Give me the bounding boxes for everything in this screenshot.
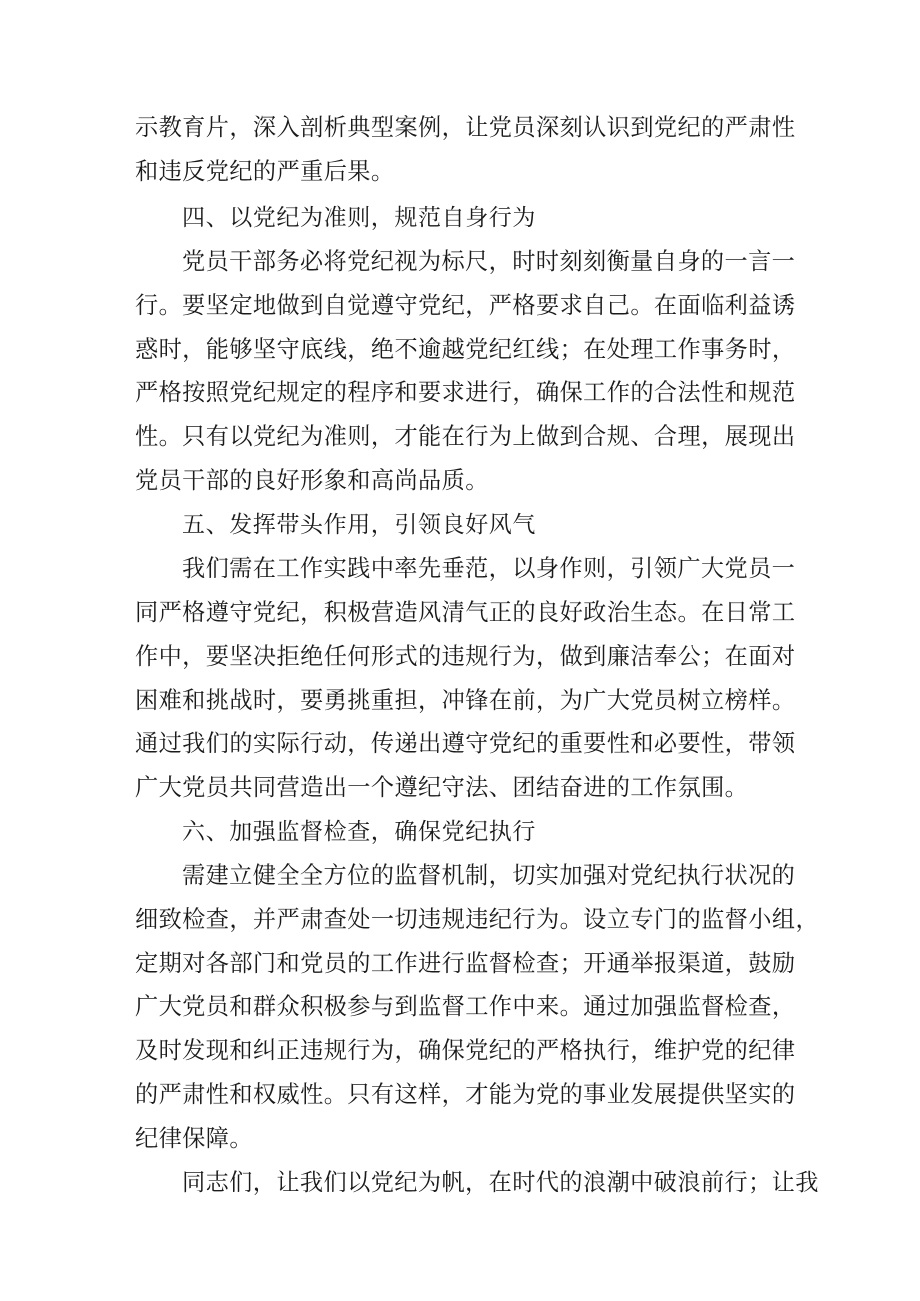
paragraph-line: 我们需在工作实践中率先垂范，以身作则，引领广大党员一 [182, 555, 796, 582]
section-heading-5: 五、发挥带头作用，引领良好风气 [182, 512, 536, 538]
paragraph-line: 广大党员共同营造出一个遵纪守法、团结奋进的工作氛围。 [135, 774, 749, 801]
paragraph-line: 示教育片，深入剖析典型案例，让党员深刻认识到党纪的严肃性 [135, 114, 796, 141]
paragraph-line: 通过我们的实际行动，传递出遵守党纪的重要性和必要性，带领 [135, 730, 796, 757]
paragraph-line: 广大党员和群众积极参与到监督工作中来。通过加强监督检查， [135, 993, 796, 1020]
paragraph-line: 纪律保障。 [135, 1125, 253, 1152]
paragraph-line: 细致检查，并严肃查处一切违规违纪行为。设立专门的监督小组， [135, 906, 820, 933]
paragraph-line: 党员干部的良好形象和高尚品质。 [135, 467, 489, 494]
paragraph-line: 和违反党纪的严重后果。 [135, 158, 395, 185]
paragraph-line: 行。要坚定地做到自觉遵守党纪，严格要求自己。在面临利益诱 [135, 292, 796, 319]
paragraph-line: 性。只有以党纪为准则，才能在行为上做到合规、合理，展现出 [135, 423, 796, 450]
paragraph-line: 严格按照党纪规定的程序和要求进行，确保工作的合法性和规范 [135, 379, 796, 406]
section-heading-4: 四、以党纪为准则，规范自身行为 [182, 205, 536, 231]
paragraph-line: 惑时，能够坚守底线，绝不逾越党纪红线；在处理工作事务时， [135, 336, 796, 363]
paragraph-line: 困难和挑战时，要勇挑重担，冲锋在前，为广大党员树立榜样。 [135, 687, 796, 714]
paragraph-line: 需建立健全全方位的监督机制，切实加强对党纪执行状况的 [182, 862, 796, 889]
paragraph-line: 同志们，让我们以党纪为帆，在时代的浪潮中破浪前行；让我 [182, 1169, 819, 1196]
paragraph-line: 党员干部务必将党纪视为标尺，时时刻刻衡量自身的一言一 [182, 248, 796, 275]
paragraph-line: 作中，要坚决拒绝任何形式的违规行为，做到廉洁奉公；在面对 [135, 643, 796, 670]
paragraph-line: 同严格遵守党纪，积极营造风清气正的良好政治生态。在日常工 [135, 599, 796, 626]
paragraph-line: 及时发现和纠正违规行为，确保党纪的严格执行，维护党的纪律 [135, 1037, 796, 1064]
section-heading-6: 六、加强监督检查，确保党纪执行 [182, 819, 536, 845]
paragraph-line: 的严肃性和权威性。只有这样，才能为党的事业发展提供坚实的 [135, 1081, 796, 1108]
paragraph-line: 定期对各部门和党员的工作进行监督检查；开通举报渠道，鼓励 [135, 950, 796, 977]
